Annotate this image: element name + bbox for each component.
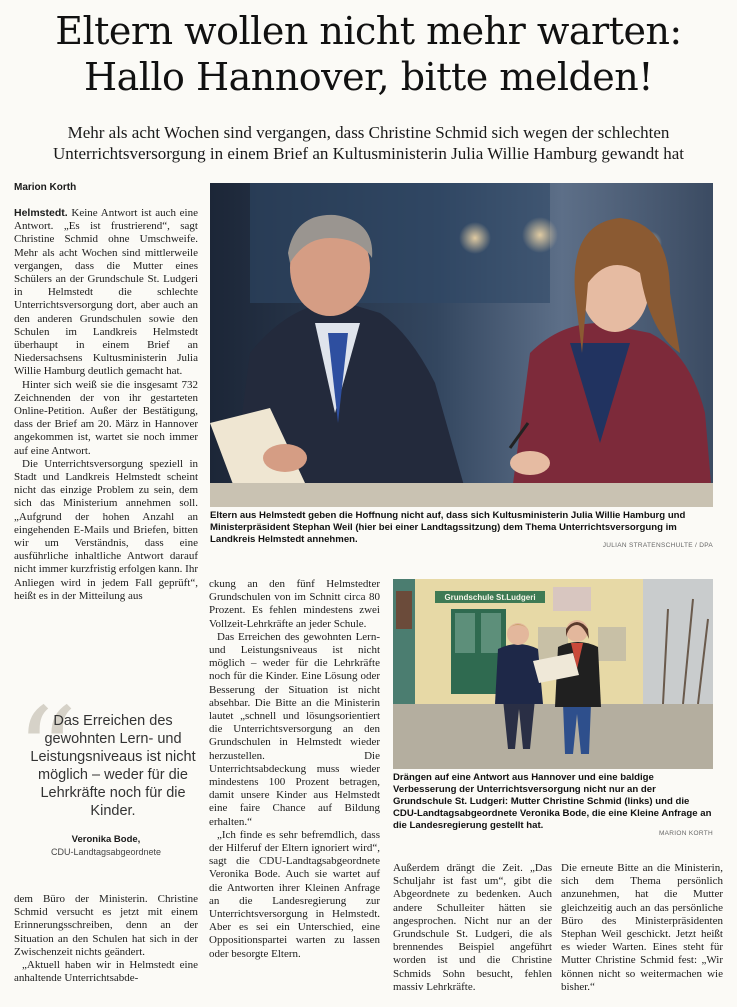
photo-credit: MARION KORTH <box>658 830 713 837</box>
quote-mark-icon: “ <box>16 683 78 822</box>
dateline: Helmstedt. <box>14 207 68 219</box>
paragraph: Die Unterrichtsversorgung speziell in Stadt und Landkreis Helmstedt scheint nicht das einzige Problem zu sein, dem sich das Ministerium annehmen soll. „Aufgrund der hohen Anzahl an eingehenden E-Mails und Briefen, bitten wir um Verständnis, dass eine ausführliche inhaltliche Antwort darauf nicht immer kurzfristig erfolgen kann. Ihr Anliegen wird in jedem Fall geprüft“, heißt es in der Mitteilung aus <box>14 457 198 602</box>
article-column-3 <box>393 862 552 994</box>
paragraph <box>14 207 198 379</box>
school-sign: Grundschule St.Ludgeri <box>444 593 536 602</box>
headline-line-1: Eltern wollen nicht mehr warten: <box>55 9 682 53</box>
subhead-line-2: Unterrichtsversorgung in einem Brief an Kultusministerin Julia Willie Hamburg gewandt hat <box>52 144 685 163</box>
article-column-1 <box>14 207 198 603</box>
pull-quote <box>14 683 198 868</box>
quote-role: CDU-Landtagsabgeordnete <box>50 847 162 857</box>
photo-caption: Eltern aus Helmstedt geben die Hoffnung nicht auf, dass sich Kultusministerin Julia Willie Hamburg und Ministerpräsident Stephan Weil (hier bei einer Landtagssitzung) dem Thema Unterrichtsversorgung im Landkreis Helmstedt annehmen. <box>210 510 686 545</box>
paragraph: Das Erreichen des gewohnten Lern- und Leistungsniveaus ist nicht möglich – weder für die Lehrkräfte noch für die Kinder. Eine Lösung oder Besserung der Situation ist nicht absehbar. Die Bitte an die Ministerin lautet „schnell und lösungsorientiert die Unterrichtsversorgung an den Grundschulen in Helmstedt wieder herzustellen. Die Unterrichtsabdeckung muss wieder mindestens 100 Prozent betragen, damit unsere Kinder aus Helmstedt eine faire Chance auf Bildung erhalten.“ <box>209 630 380 828</box>
headline-line-2: Hallo Hannover, bitte melden! <box>83 55 654 99</box>
article-column-4 <box>561 862 723 994</box>
article-column-1-continued <box>14 893 198 985</box>
photo-caption: Drängen auf eine Antwort aus Hannover und eine baldige Verbesserung der Unterrichtsversorgung nicht nur an der Grundschule St. Ludgeri: Mutter Christine Schmid (links) und die CDU-Landtagsabgeordnete Veronika Bode, die eine Kleine Anfrage an die Landesregierung gestellt hat. <box>393 772 712 831</box>
headline <box>0 8 737 100</box>
paragraph: ckung an den fünf Helmstedter Grundschulen von im Schnitt circa 80 Prozent. Es fehlen mindestens zwei Vollzeit-Lehrkräfte an jeder Schule. <box>209 578 380 630</box>
photo-school-illustration <box>393 579 713 769</box>
paragraph: Hinter sich weiß sie die insgesamt 732 Zeichnenden der von ihr gestarteten Online-Petition. Außer der Bestätigung, dass der Brief am 20. März in Hannover angekommen ist, wartet sie noch immer auf eine Antwort. <box>14 378 198 457</box>
paragraph: „Aktuell haben wir in Helmstedt eine anhaltende Unterrichtsabde- <box>14 959 198 985</box>
subheadline <box>10 122 727 164</box>
article-column-2 <box>209 578 380 961</box>
paragraph: dem Büro der Ministerin. Christine Schmid versucht es jetzt mit einem Erinnerungsschreiben, denn an der Situation an den Schulen hat sich in der Zwischenzeit nichts geändert. <box>14 893 198 958</box>
quote-text: Das Erreichen des gewohnten Lern- und Leistungsniveaus ist nicht möglich – weder für die Lehrkräfte noch für die Kinder. <box>30 713 196 819</box>
author-byline: Marion Korth <box>14 182 77 193</box>
paragraph: Die erneute Bitte an die Ministerin, sich dem Thema persönlich anzunehmen, hat die Mutter gleichzeitig auch an das persönliche Büro des Ministerpräsidenten Stephan Weil geschickt. Jetzt heißt es wieder Warten. Eines steht für Mutter Christine Schmid fest: „Wir können nicht so weitermachen wie bisher.“ <box>561 862 723 993</box>
paragraph: „Ich finde es sehr befremdlich, dass der Hilferuf der Eltern ignoriert wird“, sagt die CDU-Landtagsabgeordnete Veronika Bode. Auch sie wartet auf die Antworten ihrer Kleinen Anfrage an die Landesregierung zur Unterrichtsversorgung in Helmstedt. Aber es sei ein Unterschied, eine Oppositionspartei warten zu lassen oder besorgte Eltern. <box>209 828 380 960</box>
paragraph-text: Keine Antwort ist auch eine Antwort. „Es ist frustrierend“, sagt Christine Schmid ohne Umschweife. Mehr als acht Wochen sind mittlerweile vergangen, dass die Mutter eines Schülers an der Grundschule St. Ludgeri in Helmstedt die schlechte Unterrichtsversorgung dort, aber auch an den anderen Grundschulen sowie den Schulen im Landkreis Helmstedt überhaupt in einem Brief an Niedersachsens Kultusministerin Julia Willie Hamburg deutlich gemacht hat. <box>14 207 198 378</box>
paragraph: Außerdem drängt die Zeit. „Das Schuljahr ist fast um“, gibt die Abgeordnete zu bedenken. Auch andere Schulleiter hätten sie angesprochen. Nicht nur an der Grundschule St. Ludgeri, die als brennendes Beispiel angeführt worden ist und die Christine Schmids Sohn besucht, fehlen massiv Lehrkräfte. <box>393 862 552 993</box>
photo-credit: JULIAN STRATENSCHULTE / DPA <box>602 542 713 549</box>
photo-parliament-illustration <box>210 183 713 507</box>
subhead-line-1: Mehr als acht Wochen sind vergangen, dass Christine Schmid sich wegen der schlechten <box>67 123 670 142</box>
photo-school <box>393 579 713 769</box>
photo-parliament <box>210 183 713 507</box>
quote-author: Veronika Bode, <box>71 834 141 845</box>
